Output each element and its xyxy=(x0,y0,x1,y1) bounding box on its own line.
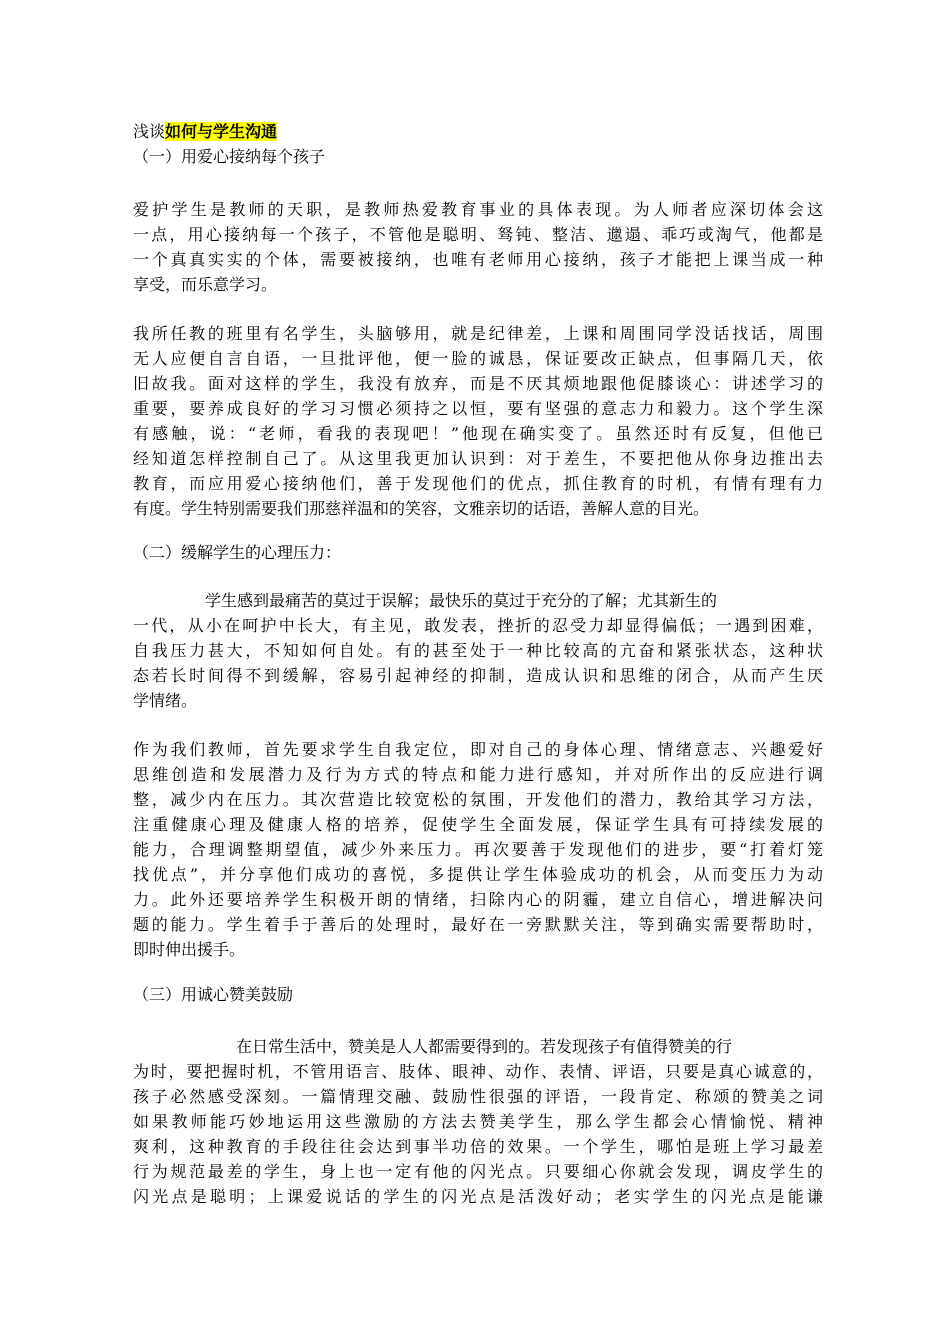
section-heading-3: （三）用诚心赞美鼓励 xyxy=(133,985,294,1004)
paragraph-line xyxy=(133,588,823,613)
paragraph-line: 一个真真实实的个体，需要被接纳，也唯有老师用心接纳，孩子才能把上课当成一种 xyxy=(133,250,823,269)
paragraph-line: 孩子必然感受深刻。一篇情理交融、鼓励性很强的评语，一段肯定、称颂的赞美之词 xyxy=(133,1087,823,1106)
paragraph-line: 态若长时间得不到缓解，容易引起神经的抑制，造成认识和思维的闭合，从而产生厌 xyxy=(133,666,823,685)
paragraph-line: 为时，要把握时机，不管用语言、肢体、眼神、动作、表情、评语，只要是真心诚意的， xyxy=(133,1062,823,1081)
paragraph-line: 我所任教的班里有名学生，头脑够用，就是纪律差，上课和周围同学没话找话，周围 xyxy=(133,324,823,343)
paragraph-line: 题的能力。学生着手于善后的处理时，最好在一旁默默关注，等到确实需要帮助时， xyxy=(133,915,823,934)
paragraph-line: 一代，从小在呵护中长大，有主见，敢发表，挫折的忍受力却显得偏低；一遇到困难， xyxy=(133,616,823,635)
paragraph-line: 自我压力甚大，不知如何自处。有的甚至处于一种比较高的亢奋和紧张状态，这种状 xyxy=(133,641,823,660)
paragraph-line: 学情绪。 xyxy=(133,691,198,710)
paragraph-line: 旧故我。面对这样的学生，我没有放弃，而是不厌其烦地跟他促膝谈心：讲述学习的 xyxy=(133,374,823,393)
paragraph-line: 爱护学生是教师的天职，是教师热爱教育事业的具体表现。为人师者应深切体会这 xyxy=(133,200,823,219)
section-2-paragraph-2 xyxy=(133,737,823,962)
paragraph-line: 享受，而乐意学习。 xyxy=(133,275,278,294)
title-prefix: 浅谈 xyxy=(133,122,166,141)
section-heading-1: （一）用爱心接纳每个孩子 xyxy=(133,147,326,166)
document-title xyxy=(133,121,277,143)
section-2-paragraph-1 xyxy=(133,588,823,713)
paragraph-line: 找优点”，并分享他们成功的喜悦，多提供让学生体验成功的机会，从而变压力为动 xyxy=(133,865,823,884)
paragraph-line: 教育，而应用爱心接纳他们，善于发现他们的优点，抓住教育的时机，有情有理有力 xyxy=(133,474,823,493)
paragraph-line: 思维创造和发展潜力及行为方式的特点和能力进行感知，并对所作出的反应进行调 xyxy=(133,765,823,784)
paragraph-line xyxy=(133,1034,823,1059)
paragraph-line: 无人应便自言自语，一旦批评他，便一脸的诚恳，保证要改正缺点，但事隔几天，依 xyxy=(133,349,823,368)
paragraph-line: 有度。学生特别需要我们那慈祥温和的笑容，文雅亲切的话语，善解人意的目光。 xyxy=(133,499,710,518)
paragraph-line: 注重健康心理及健康人格的培养，促使学生全面发展，保证学生具有可持续发展的 xyxy=(133,815,823,834)
paragraph-line: 如果教师能巧妙地运用这些激励的方法去赞美学生，那么学生都会心情愉悦、精神 xyxy=(133,1112,823,1131)
paragraph-line: 行为规范最差的学生，身上也一定有他的闪光点。只要细心你就会发现，调皮学生的 xyxy=(133,1162,823,1181)
paragraph-line: 重要，要养成良好的学习习惯必须持之以恒，要有坚强的意志力和毅力。这个学生深 xyxy=(133,399,823,418)
section-1-paragraph-1 xyxy=(133,197,823,297)
paragraph-line-text: 学生感到最痛苦的莫过于误解；最快乐的莫过于充分的了解；尤其新生的 xyxy=(205,591,718,610)
paragraph-line: 能力，合理调整期望值，减少外来压力。再次要善于发现他们的进步，要“打着灯笼 xyxy=(133,840,823,859)
paragraph-line: 整，减少内在压力。其次营造比较宽松的氛围，开发他们的潜力，教给其学习方法， xyxy=(133,790,823,809)
paragraph-line: 一点，用心接纳每一个孩子，不管他是聪明、驽钝、整洁、邋遢、乖巧或淘气，他都是 xyxy=(133,225,823,244)
section-1-paragraph-2 xyxy=(133,321,823,521)
paragraph-line: 作为我们教师，首先要求学生自我定位，即对自己的身体心理、情绪意志、兴趣爱好 xyxy=(133,740,823,759)
section-heading-2: （二）缓解学生的心理压力： xyxy=(133,543,342,562)
section-3-paragraph-1 xyxy=(133,1034,823,1209)
title-highlight: 如何与学生沟通 xyxy=(165,122,278,141)
paragraph-line: 爽利，这种教育的手段往往会达到事半功倍的效果。一个学生，哪怕是班上学习最差 xyxy=(133,1137,823,1156)
paragraph-line: 经知道怎样控制自己了。从这里我更加认识到：对于差生，不要把他从你身边推出去 xyxy=(133,449,823,468)
paragraph-line-text: 在日常生活中，赞美是人人都需要得到的。若发现孩子有值得赞美的行 xyxy=(236,1037,733,1056)
paragraph-line: 有感触，说：“老师，看我的表现吧！”他现在确实变了。虽然还时有反复，但他已 xyxy=(133,424,823,443)
paragraph-line: 力。此外还要培养学生积极开朗的情绪，扫除内心的阴霾，建立自信心，增进解决问 xyxy=(133,890,823,909)
paragraph-line: 即时伸出援手。 xyxy=(133,940,246,959)
paragraph-line: 闪光点是聪明；上课爱说话的学生的闪光点是活泼好动；老实学生的闪光点是能谦 xyxy=(133,1187,823,1206)
